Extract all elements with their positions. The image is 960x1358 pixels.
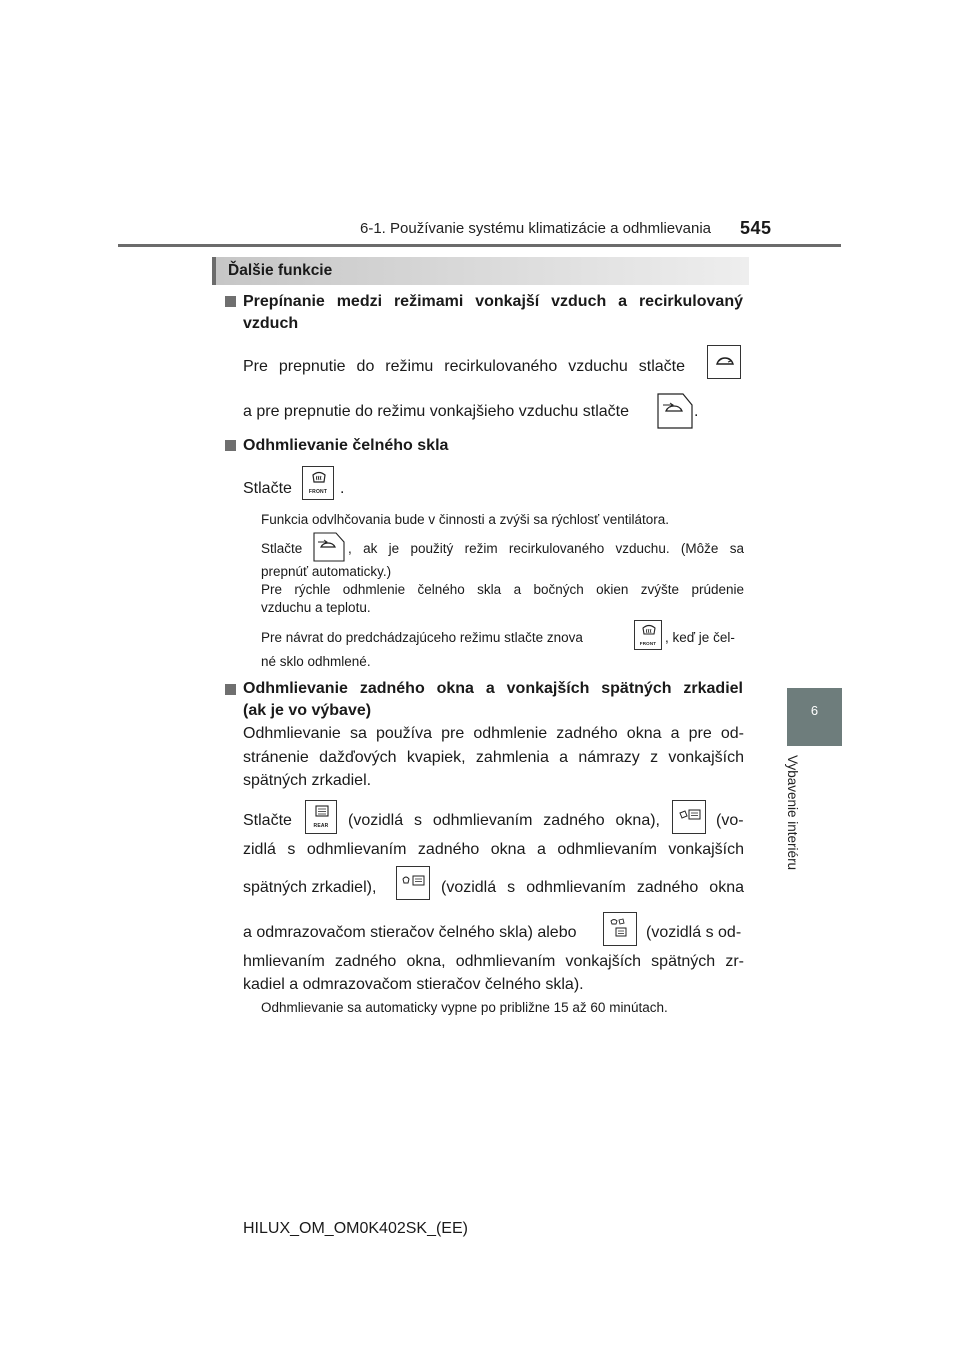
- front-note4-start: Pre návrat do predchádzajúceho režimu stlačte znova: [261, 630, 583, 645]
- front-note2-end: prepnúť automaticky.): [261, 564, 392, 579]
- front-note4-end: né sklo odhmlené.: [261, 654, 371, 669]
- front-press-text: Stlačte: [243, 480, 292, 497]
- chapter-tab: [787, 688, 842, 746]
- outside-air-button-icon: [657, 393, 693, 429]
- rear-body-line1: Odhmlievanie sa používa pre odhmlenie zadného okna a pre od-: [243, 725, 744, 742]
- rear-wiper-defogger-button-icon: [396, 866, 430, 900]
- front-note2-mid: , ak je použitý režim recirkulovaného vzduchu. (Môže sa: [348, 541, 744, 556]
- bullet-square: [225, 684, 236, 695]
- page-number: 545: [740, 218, 772, 238]
- front-note4-mid: , keď je čel-: [665, 630, 735, 645]
- recirc-text-line2-end: .: [694, 403, 699, 420]
- section-heading-bar: [212, 257, 749, 285]
- front-note1: Funkcia odvlhčovania bude v činnosti a zvýši sa rýchlosť ventilátora.: [261, 512, 670, 527]
- rear-heading-line2: (ak je vo výbave): [243, 702, 372, 719]
- outside-air-button-icon: [313, 532, 345, 562]
- chapter-tab-number: 6: [810, 703, 819, 718]
- bullet-square: [225, 296, 236, 307]
- rear-r5: hmlievaním zadného okna, odhmlievaním vonkajších spätných zr-: [243, 953, 744, 970]
- section-heading: Ďalšie funkcie: [228, 262, 333, 279]
- rear-r4-end: (vozidlá s od-: [646, 924, 742, 941]
- front-button-caption: FRONT: [308, 489, 328, 495]
- rear-note: Odhmlievanie sa automaticky vypne po približne 15 až 60 minútach.: [261, 1000, 668, 1015]
- recirc-heading-line2: vzduch: [243, 315, 299, 332]
- rear-r2: zidlá s odhmlievaním zadného okna a odhmlievaním vonkajších: [243, 841, 744, 858]
- recirc-text-line1: Pre prepnutie do režimu recirkulovaného vzduchu stlačte: [243, 358, 685, 375]
- rear-defogger-button-icon: [305, 800, 337, 834]
- rear-r3-mid: (vozidlá s odhmlievaním zadného okna: [441, 879, 744, 896]
- rear-r4-start: a odmrazovačom stieračov čelného skla) alebo: [243, 924, 577, 941]
- front-defogger-button-icon: [302, 466, 334, 500]
- rear-r1-mid: (vozidlá s odhmlievaním zadného okna),: [348, 812, 660, 829]
- rear-heading-line1: Odhmlievanie zadného okna a vonkajších spätných zrkadiel: [243, 680, 743, 697]
- chapter-tab-label-wrap: [786, 755, 800, 885]
- chapter-title: 6-1. Používanie systému klimatizácie a odhmlievania: [360, 220, 711, 237]
- recirc-text-line2: a pre prepnutie do režimu vonkajšieho vzduchu stlačte: [243, 403, 629, 420]
- rear-r6: kadiel a odmrazovačom stieračov čelného skla).: [243, 976, 584, 993]
- front-note3-line2: vzduchu a teplotu.: [261, 600, 371, 615]
- rear-mirror-defogger-button-icon: [672, 800, 706, 834]
- rear-body-line2: stránenie dažďových kvapiek, zahmlenia a námrazy z vonkajších: [243, 749, 744, 766]
- rear-button-caption: REAR: [313, 823, 329, 829]
- document-code-footer: HILUX_OM_OM0K402SK_(EE): [243, 1220, 468, 1237]
- recirculation-button-icon: [707, 345, 741, 379]
- rear-mirror-wiper-defogger-button-icon: [603, 912, 637, 946]
- rear-r3-start: spätných zrkadiel),: [243, 879, 377, 896]
- recirc-heading-line1: Prepínanie medzi režimami vonkajší vzduch a recirkulovaný: [243, 293, 743, 310]
- rear-r1-start: Stlačte: [243, 812, 292, 829]
- rear-body-line3: spätných zrkadiel.: [243, 772, 372, 789]
- rear-r1-end: (vo-: [716, 812, 744, 829]
- front-button-caption: FRONT: [639, 641, 657, 646]
- front-note3-line1: Pre rýchle odhmlenie čelného skla a bočných okien zvýšte prúdenie: [261, 582, 744, 597]
- header-rule: [118, 244, 841, 247]
- front-heading: Odhmlievanie čelného skla: [243, 437, 449, 454]
- front-press-end: .: [340, 480, 345, 497]
- front-defogger-button-icon: [634, 620, 662, 650]
- bullet-square: [225, 440, 236, 451]
- front-note2-start: Stlačte: [261, 541, 303, 556]
- chapter-tab-label: Vybavenie interiéru: [785, 755, 800, 871]
